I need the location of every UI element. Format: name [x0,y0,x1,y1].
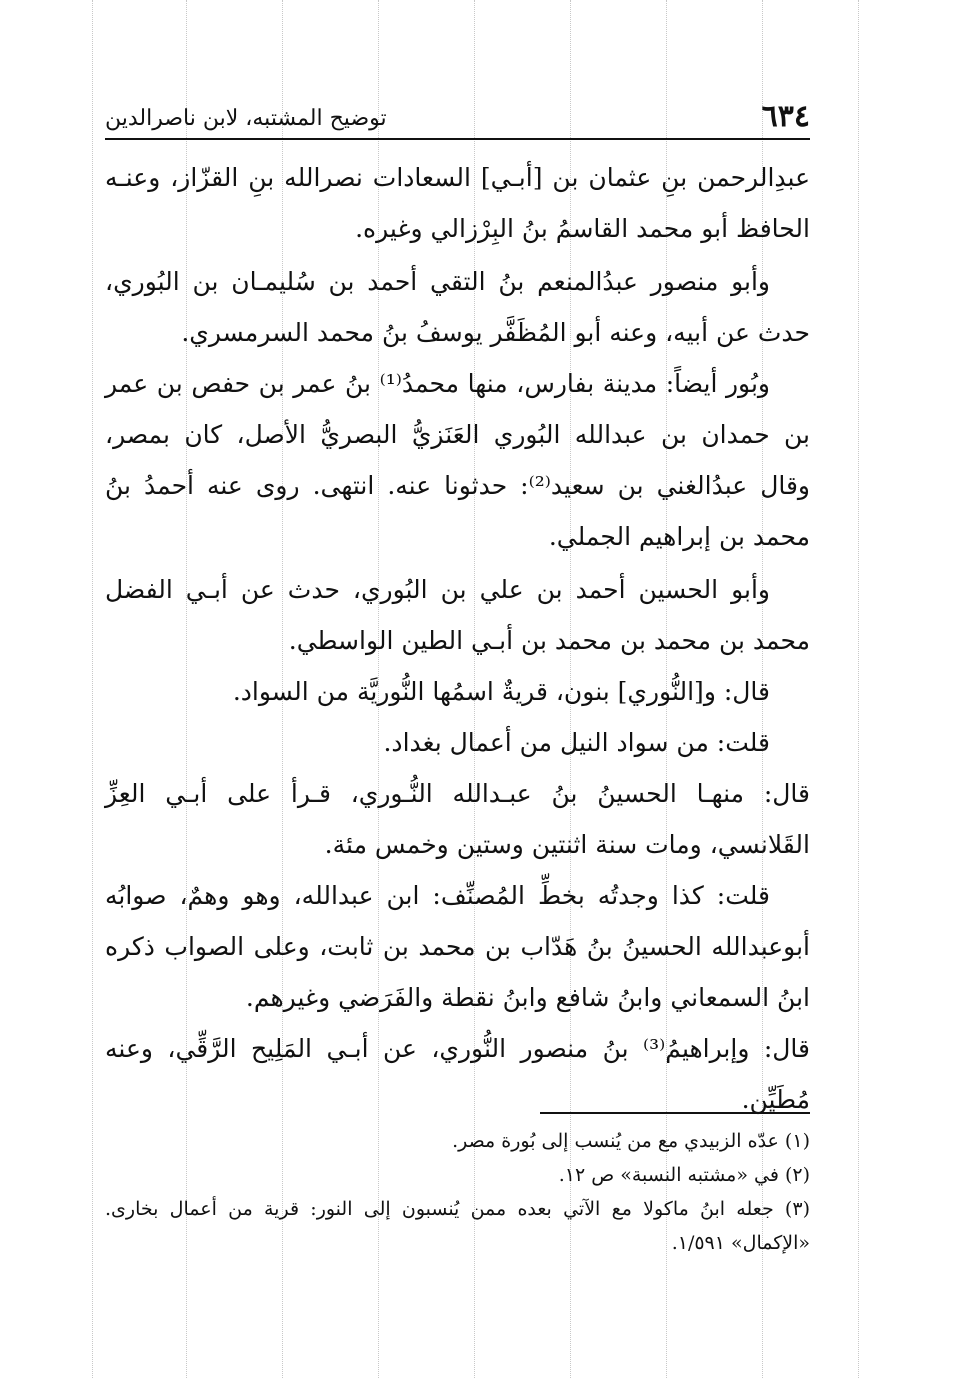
paragraph: وبُور أيضاً: مدينة بفارس، منها محمدُ⁽¹⁾ بنُ عمر بن حفص بن عمر بن حمدان بن عبدالله البُوري العَنَزيُّ البصريُّ الأصل، كان بمصر، وقال عبدُالغني بن سعيد⁽²⁾: حدثونا عنه. انتهى. روى عنه أحمدُ بنُ محمد بن إبراهيم الجملي. [105,369,810,551]
paragraph: وأبو الحسين أحمد بن علي بن البُوري، حدث عن أبـي الفضل محمد بن محمد بن محمد بن أبـي الطين الواسطي. [105,575,810,655]
page-header [105,88,810,140]
book-page [105,88,810,1298]
paragraph: قال: منهـا الحسينُ بنُ عبـدالله النُّـوري، قـرأ على أبـي العِزِّ القَلانسي، ومات سنة اثنتين وستين وخمس مئة. [105,779,810,859]
footnote: (٢) في «مشتبه النسبة» ص ١٢. [558,1164,810,1186]
paragraph: قال: وإبراهيمُ⁽³⁾ بنُ منصور النُّوري، عن أبـي المَلِيح الرَّقِّي، وعنه مُطَيِّن. [105,1034,810,1114]
grid-line [858,0,859,1378]
paragraph: قلت: كذا وجدتُه بخطِّ المُصنِّف: ابن عبدالله، وهو وهمٌ، صوابُه أبوعبدالله الحسينُ بنُ هَدّاب بن محمد بن ثابت، وعلى الصواب ذكره ابنُ السمعاني وابنُ شافع وابنُ نقطة والفَرَضي وغيرهم. [105,881,810,1012]
footnote: (٣) جعله ابنُ ماكولا مع الآتي بعده ممن يُنسبون إلى النور: قرية من أعمال بخارى. «الإكمال» ١/٥٩١. [105,1198,810,1254]
running-title: توضيح المشتبه، لابن ناصرالدين [105,106,387,131]
paragraph: وأبو منصور عبدُالمنعم بنُ التقي أحمد بن سُليمـان بن البُوري، حدث عن أبيه، وعنه أبو المُظَفَّر يوسفُ بنُ محمد السرمسري. [105,267,810,347]
footnotes [105,1124,810,1260]
paragraph: قلت: من سواد النيل من أعمال بغداد. [383,728,770,757]
paragraph: قال: و[النُّوري] بنون، قريةٌ اسمُها النُّوريَّة من السواد. [232,677,770,706]
page-number: ٦٣٤ [761,99,810,134]
footnote-divider [540,1112,810,1114]
footnote: (١) عدّه الزبيدي مع من يُنسب إلى بُورة مصر. [452,1130,810,1152]
main-text [105,152,810,1125]
grid-line [92,0,93,1378]
paragraph: عبدِالرحمن بنِ عثمان بن [أبـي] السعادات نصرالله بنِ القزّاز، وعنـه الحافظ أبو محمد القاسمُ بنُ البِرْزالي وغيره. [105,163,810,243]
